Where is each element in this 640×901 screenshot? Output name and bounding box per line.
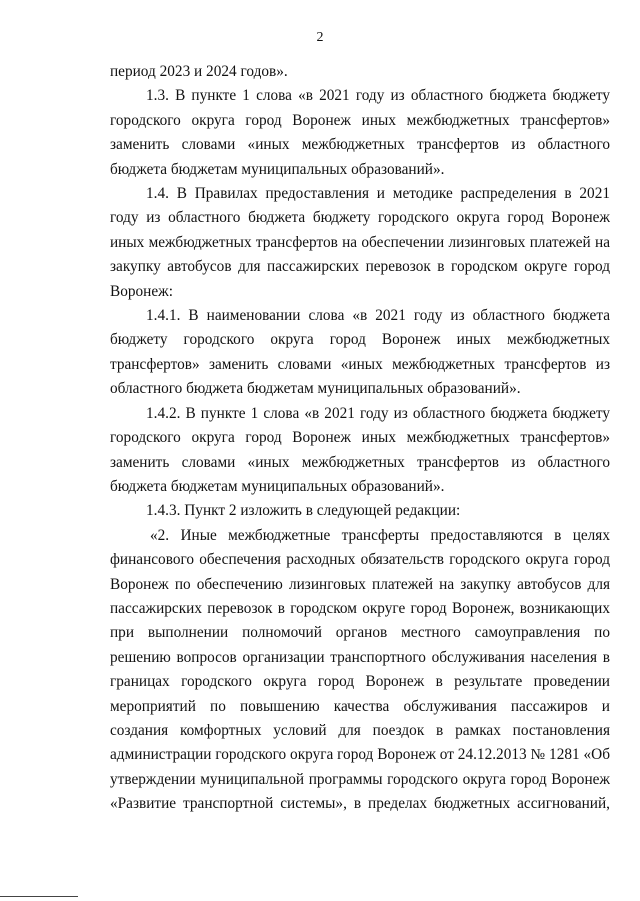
paragraph-1-3: 1.3. В пункте 1 слова «в 2021 году из областного бюджета бюджету городского округа город Воронеж иных межбюджетных трансфертов» заменить словами «иных межбюджетных трансфертов из областного бюджета бюджетам муниципальных образований». bbox=[110, 87, 610, 178]
paragraph-period: период 2023 и 2024 годов». bbox=[110, 63, 288, 80]
paragraph-1-4-3: 1.4.3. Пункт 2 изложить в следующей редакции: bbox=[146, 502, 461, 520]
paragraph-1-4-2: 1.4.2. В пункте 1 слова «в 2021 году из областного бюджета бюджету городского округа город Воронеж иных межбюджетных трансфертов» заменить словами «иных межбюджетных трансфертов из областного бюджета бюджетам муниципальных образований». bbox=[110, 404, 610, 495]
page-number: 2 bbox=[316, 30, 324, 45]
document-body bbox=[110, 60, 610, 817]
paragraph-1-4: 1.4. В Правилах предоставления и методике распределения в 2021 году из областного бюджета бюджету городского округа город Воронеж иных межбюджетных трансфертов на обеспечении лизинговых платежей на закупку автобусов для пассажирских перевозок в городском округе город Воронеж: bbox=[110, 185, 610, 300]
footer-rule bbox=[0, 896, 78, 897]
paragraph-1-4-1: 1.4.1. В наименовании слова «в 2021 году из областного бюджета бюджету городского округа город Воронеж иных межбюджетных трансфертов» заменить словами «иных межбюджетных трансфертов из областного бюджета бюджетам муниципальных образований». bbox=[110, 307, 610, 398]
paragraph-quoted-point-2: «2. Иные межбюджетные трансферты предоставляются в целях финансового обеспечения расходных обязательств городского округа город Воронеж по обеспечению лизинговых платежей на закупку автобусов для пассажирских перевозок в городском округе город Воронеж, возникающих при выполнении полномочий органов местного самоуправления по решению вопросов организации транспортного обслуживания населения в границах городского округа город Воронеж в результате проведении мероприятий по повышению качества обслуживания пассажиров и создания комфортных условий для поездок в рамках постановления администрации городского округа город Воронеж от 24.12.2013 № 1281 «Об утверждении муниципальной программы городского округа город Воронеж «Развитие транспортной системы», в пределах бюджетных ассигнований, bbox=[110, 526, 610, 813]
